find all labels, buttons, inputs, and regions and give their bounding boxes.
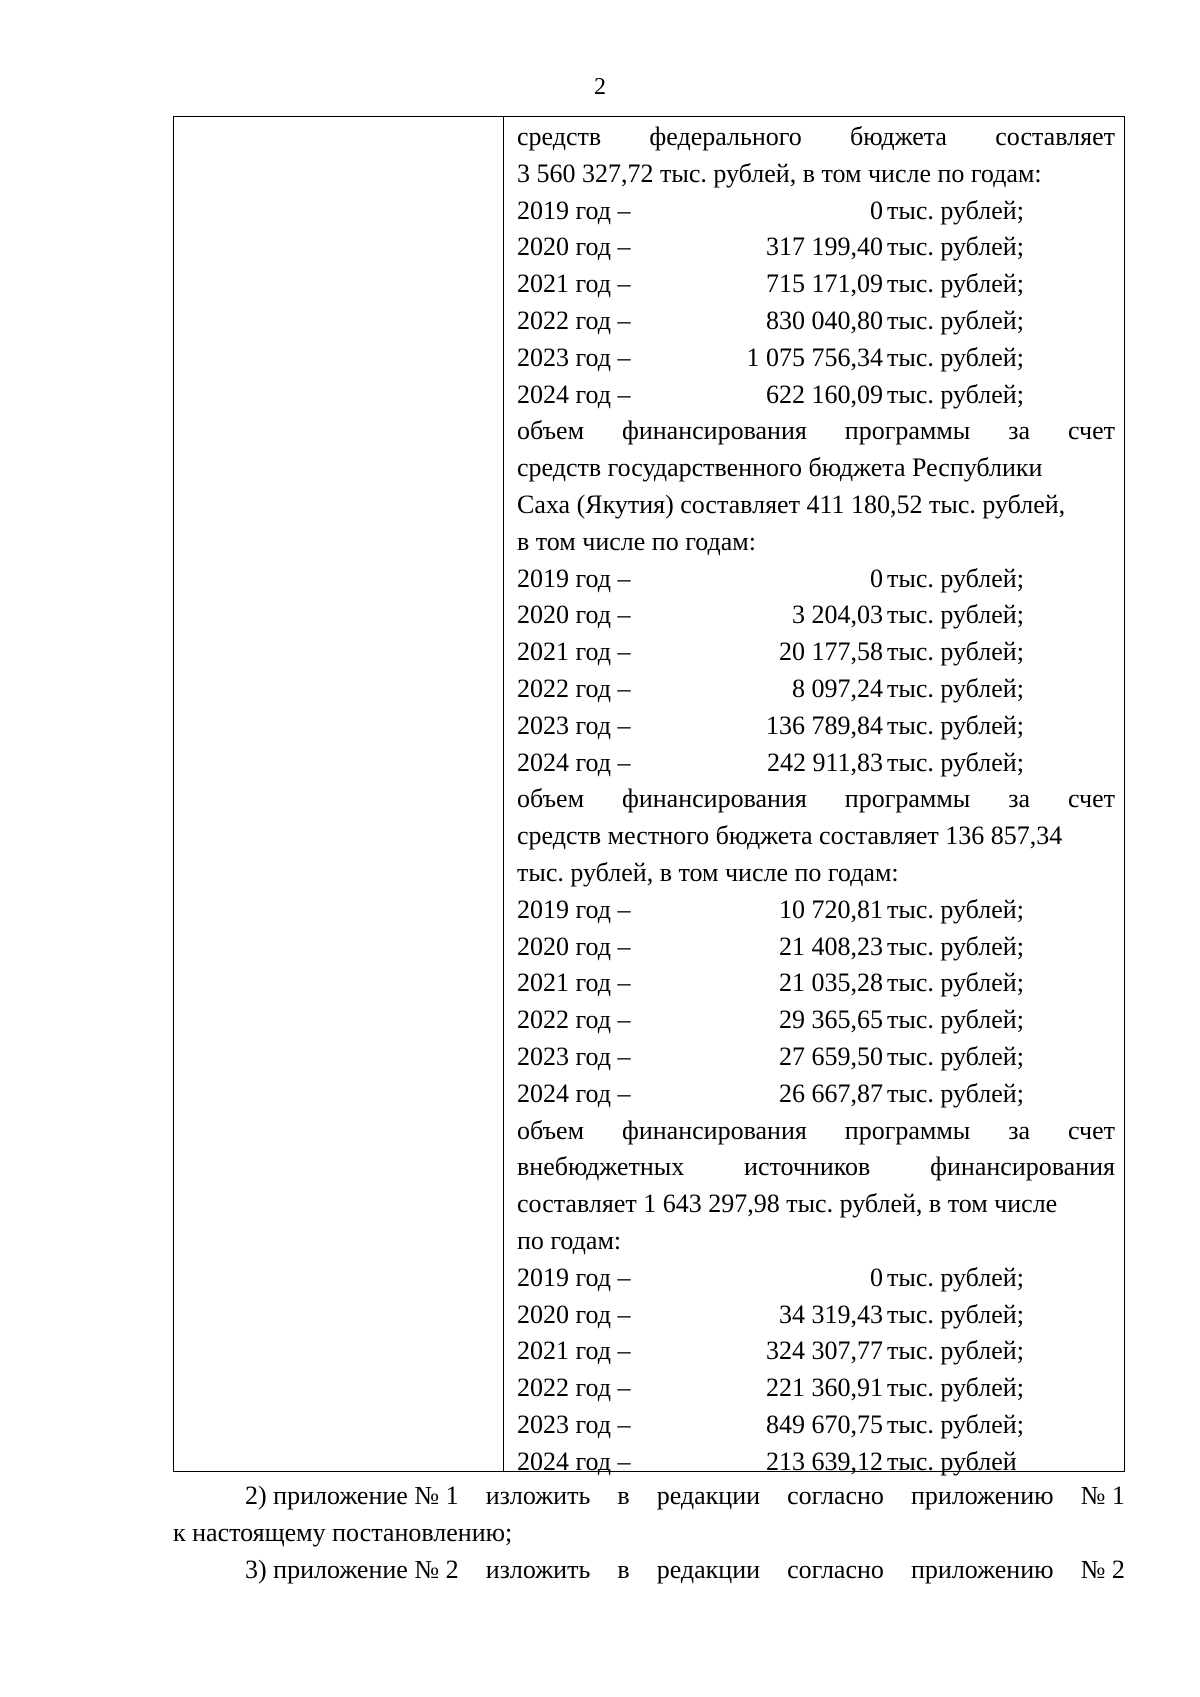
word: счет <box>1068 784 1115 814</box>
paragraph-line: в том числе по годам: <box>517 526 756 556</box>
year-amount: 0 <box>870 195 883 225</box>
paragraph-line: 3 560 327,72 тыс. рублей, в том числе по годам: <box>517 158 1042 188</box>
year-row <box>517 708 1115 745</box>
year-row <box>517 377 1115 414</box>
year-label: 2022 год – <box>517 1373 631 1403</box>
year-label: 2021 год – <box>517 1336 631 1366</box>
year-label: 2020 год – <box>517 232 631 262</box>
year-row <box>517 634 1115 671</box>
year-amount: 21 035,28 <box>779 968 883 998</box>
year-label: 2022 год – <box>517 305 631 335</box>
year-amount: 29 365,65 <box>779 1005 883 1035</box>
year-unit: тыс. рублей; <box>887 637 1024 667</box>
year-row <box>517 1039 1115 1076</box>
year-unit: тыс. рублей; <box>887 600 1024 630</box>
page-number: 2 <box>594 74 606 100</box>
paragraph-line: тыс. рублей, в том числе по годам: <box>517 857 899 887</box>
year-row <box>517 597 1115 634</box>
year-label: 2020 год – <box>517 931 631 961</box>
year-amount: 324 307,77 <box>766 1336 883 1366</box>
year-row <box>517 1297 1115 1334</box>
year-row <box>517 929 1115 966</box>
year-row <box>517 1076 1115 1113</box>
word: программы <box>844 784 971 814</box>
year-amount: 10 720,81 <box>779 894 883 924</box>
word: объем <box>517 1115 585 1145</box>
year-row <box>517 1370 1115 1407</box>
word: объем <box>517 416 585 446</box>
paragraph-line: по годам: <box>517 1225 622 1255</box>
word: финансирования <box>621 784 807 814</box>
year-row <box>517 965 1115 1002</box>
year-unit: тыс. рублей; <box>887 1078 1024 1108</box>
item-3-line-1 <box>173 1551 1125 1588</box>
year-label: 2022 год – <box>517 673 631 703</box>
year-amount: 830 040,80 <box>766 305 883 335</box>
word: федерального <box>649 122 802 151</box>
year-amount: 136 789,84 <box>766 710 883 740</box>
paragraph-line: средств местного бюджета составляет 136 857,34 <box>517 821 1063 851</box>
word: за <box>1008 1115 1031 1145</box>
year-unit: тыс. рублей; <box>887 305 1024 335</box>
word: № 1 <box>1080 1481 1125 1510</box>
year-row <box>517 266 1115 303</box>
item-2-line-1 <box>173 1477 1125 1514</box>
year-unit: тыс. рублей; <box>887 342 1024 372</box>
word: финансирования <box>930 1152 1115 1182</box>
word: составляет <box>995 122 1115 151</box>
year-label: 2023 год – <box>517 710 631 740</box>
year-amount: 27 659,50 <box>779 1041 883 1071</box>
year-label: 2019 год – <box>517 1262 631 1292</box>
year-label: 2023 год – <box>517 342 631 372</box>
word: программы <box>844 416 971 446</box>
year-unit: тыс. рублей; <box>887 1041 1024 1071</box>
word: бюджета <box>850 122 947 151</box>
word: согласно <box>787 1481 884 1510</box>
year-amount: 317 199,40 <box>766 232 883 262</box>
year-label: 2019 год – <box>517 195 631 225</box>
paragraph-line <box>517 413 1115 450</box>
word: редакции <box>656 1481 761 1510</box>
year-label: 2020 год – <box>517 600 631 630</box>
word: счет <box>1068 1115 1115 1145</box>
year-label: 2024 год – <box>517 747 631 777</box>
word: № 2 <box>1080 1555 1125 1584</box>
year-unit: тыс. рублей; <box>887 1299 1024 1329</box>
year-label: 2021 год – <box>517 968 631 998</box>
year-unit: тыс. рублей; <box>887 232 1024 262</box>
year-amount: 221 360,91 <box>766 1373 883 1403</box>
word: финансирования <box>621 1115 807 1145</box>
year-unit: тыс. рублей; <box>887 1336 1024 1366</box>
year-unit: тыс. рублей; <box>887 710 1024 740</box>
year-label: 2024 год – <box>517 379 631 409</box>
word: 2) приложение № 1 <box>245 1481 459 1510</box>
year-unit: тыс. рублей; <box>887 563 1024 593</box>
word: финансирования <box>621 416 807 446</box>
year-row <box>517 1407 1115 1444</box>
paragraph-line <box>517 1149 1115 1186</box>
year-amount: 715 171,09 <box>766 269 883 299</box>
year-amount: 242 911,83 <box>766 747 883 777</box>
year-amount: 0 <box>870 563 883 593</box>
year-unit: тыс. рублей; <box>887 894 1024 924</box>
year-unit: тыс. рублей; <box>887 379 1024 409</box>
year-unit: тыс. рублей; <box>887 1005 1024 1035</box>
word: источников <box>744 1152 871 1182</box>
after-table-text <box>173 1477 1125 1588</box>
year-row <box>517 892 1115 929</box>
word: изложить <box>485 1555 591 1584</box>
year-row <box>517 303 1115 340</box>
year-unit: тыс. рублей; <box>887 269 1024 299</box>
year-unit: тыс. рублей; <box>887 195 1024 225</box>
year-amount: 849 670,75 <box>766 1409 883 1439</box>
word: программы <box>844 1115 971 1145</box>
word: в <box>617 1555 630 1584</box>
year-amount: 20 177,58 <box>779 637 883 667</box>
year-row <box>517 229 1115 266</box>
year-label: 2023 год – <box>517 1409 631 1439</box>
year-amount: 3 204,03 <box>792 600 883 630</box>
table-right-cell <box>517 119 1115 1480</box>
item-2-line-2: к настоящему постановлению; <box>173 1518 513 1547</box>
word: согласно <box>787 1555 884 1584</box>
word: редакции <box>656 1555 761 1584</box>
year-label: 2019 год – <box>517 894 631 924</box>
word: приложению <box>910 1481 1054 1510</box>
year-amount: 8 097,24 <box>792 673 883 703</box>
word: объем <box>517 784 585 814</box>
word: в <box>617 1481 630 1510</box>
word: изложить <box>485 1481 591 1510</box>
year-unit: тыс. рублей <box>887 1446 1017 1476</box>
year-unit: тыс. рублей; <box>887 673 1024 703</box>
year-row <box>517 1444 1115 1481</box>
year-row <box>517 340 1115 377</box>
year-unit: тыс. рублей; <box>887 1373 1024 1403</box>
year-amount: 26 667,87 <box>779 1078 883 1108</box>
year-label: 2024 год – <box>517 1078 631 1108</box>
year-unit: тыс. рублей; <box>887 1262 1024 1292</box>
word: 3) приложение № 2 <box>245 1555 459 1584</box>
paragraph-line <box>517 119 1115 156</box>
year-amount: 34 319,43 <box>779 1299 883 1329</box>
year-row <box>517 745 1115 782</box>
year-amount: 213 639,12 <box>766 1446 883 1476</box>
year-row <box>517 1333 1115 1370</box>
year-row <box>517 671 1115 708</box>
year-unit: тыс. рублей; <box>887 931 1024 961</box>
paragraph-line: составляет 1 643 297,98 тыс. рублей, в том числе <box>517 1189 1058 1219</box>
year-amount: 21 408,23 <box>779 931 883 961</box>
year-unit: тыс. рублей; <box>887 747 1024 777</box>
year-label: 2021 год – <box>517 269 631 299</box>
financing-table <box>173 116 1125 1476</box>
paragraph-line <box>517 1113 1115 1150</box>
year-amount: 622 160,09 <box>766 379 883 409</box>
paragraph-line <box>517 781 1115 818</box>
year-unit: тыс. рублей; <box>887 968 1024 998</box>
word: приложению <box>910 1555 1054 1584</box>
year-amount: 1 075 756,34 <box>746 342 883 372</box>
year-unit: тыс. рублей; <box>887 1409 1024 1439</box>
word: средств <box>517 122 602 151</box>
year-row <box>517 561 1115 598</box>
word: внебюджетных <box>517 1152 685 1182</box>
year-label: 2019 год – <box>517 563 631 593</box>
year-row <box>517 1002 1115 1039</box>
paragraph-line: Саха (Якутия) составляет 411 180,52 тыс. рублей, <box>517 489 1066 519</box>
year-row <box>517 1260 1115 1297</box>
table-left-cell <box>174 117 504 1471</box>
year-label: 2021 год – <box>517 637 631 667</box>
year-label: 2024 год – <box>517 1446 631 1476</box>
year-label: 2022 год – <box>517 1005 631 1035</box>
year-row <box>517 193 1115 230</box>
word: за <box>1008 784 1031 814</box>
year-amount: 0 <box>870 1262 883 1292</box>
word: счет <box>1068 416 1115 446</box>
year-label: 2023 год – <box>517 1041 631 1071</box>
word: за <box>1008 416 1031 446</box>
paragraph-line: средств государственного бюджета Республики <box>517 453 1043 483</box>
year-label: 2020 год – <box>517 1299 631 1329</box>
